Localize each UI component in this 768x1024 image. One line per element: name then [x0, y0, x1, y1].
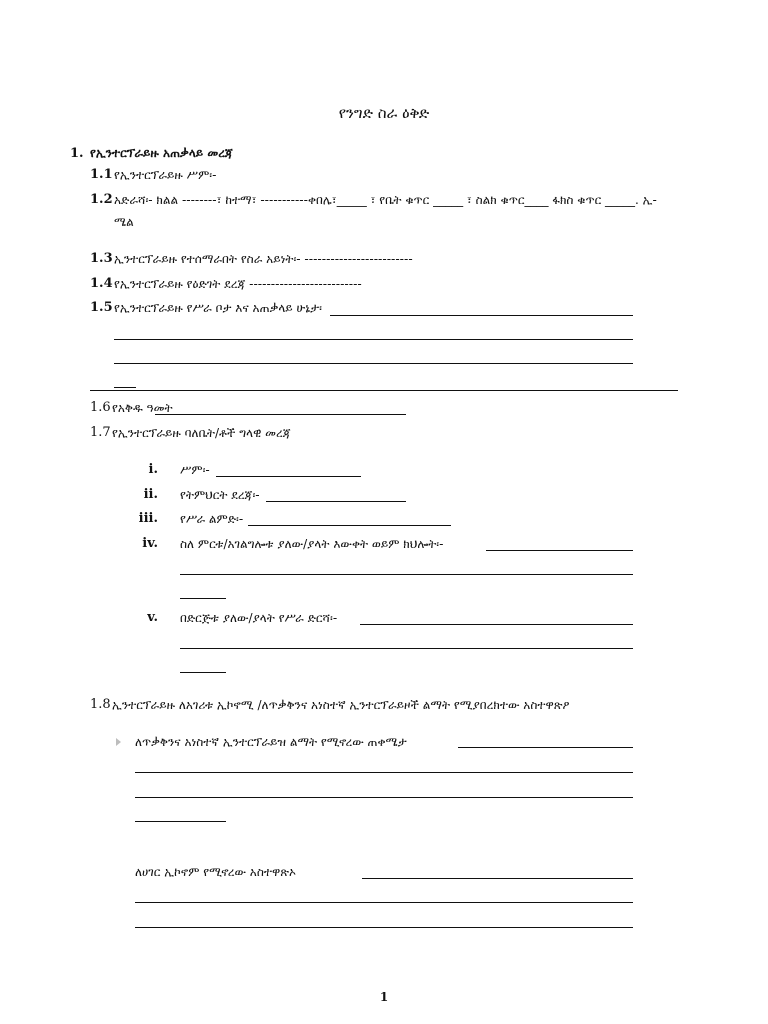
item-1-2-number: 1.2 [90, 192, 113, 207]
item-1-5-number: 1.5 [90, 300, 113, 315]
item-1-8-label: ኢንተርፕራይዙ ለአገሪቱ ኢኮኖሚ /ለጥቃቅንና አነስተኛ ኢንተርፕራይዞች ልማት የሚያበረክተው አስተዋጽዖ [112, 698, 570, 712]
personal-roman: i. [148, 462, 158, 477]
item-1-4-label: የኢንተርፕራይዙ የዕድገት ደረጃ -------------------------- [114, 277, 362, 291]
page-number: 1 [379, 990, 389, 1004]
item-1-1-label: የኢንተርፕራይዙ ሥም፡- [114, 168, 217, 182]
item-1-6-label: የአቅዱ ዓመት [112, 401, 173, 415]
item-1-5-label: የኢንተርፕራይዙ የሥራ ቦታ እና አጠቃላይ ሁኔታ፡ [114, 301, 322, 315]
personal-role-fill-line[interactable] [180, 648, 633, 649]
personal-roman: iv. [142, 536, 158, 551]
mse-benefit-fill-line[interactable] [458, 747, 633, 748]
personal-knowledge-fill-line[interactable] [486, 550, 633, 551]
personal-role-fill-line-short[interactable] [180, 672, 226, 673]
personal-name-label: ሥም፡- [180, 463, 210, 477]
item-1-5-fill-line-short[interactable] [114, 387, 136, 388]
personal-experience-fill-line[interactable] [248, 525, 451, 526]
mse-benefit-fill-line-short[interactable] [135, 821, 226, 822]
item-1-3-label: ኢንተርፕራይዙ የተሰማራበት የስራ አይነት፡- ------------------------- [114, 252, 413, 266]
item-1-4-number: 1.4 [90, 276, 113, 291]
section-divider [90, 390, 678, 391]
item-1-5-fill-line[interactable] [114, 363, 633, 364]
economy-contribution-label: ለሀገር ኢኮኖም የሚኖረው አስተዋጽኦ [135, 865, 297, 879]
personal-experience-label: የሥራ ልምድ፡- [180, 512, 244, 526]
item-1-1-number: 1.1 [90, 167, 113, 182]
item-1-6-fill-line[interactable] [155, 414, 406, 415]
item-1-2-address-line1: አድራሻ፡- ክልል --------፣ ከተማ፣ -----------ቀበሌ፣_____ ፣ የቤት ቁጥር _____ ፣ ስልክ ቁጥር____ ፋክስ ቁጥር _____. ኢ- [114, 193, 657, 207]
economy-contribution-fill-line[interactable] [362, 878, 633, 879]
mse-benefit-fill-line[interactable] [135, 797, 633, 798]
personal-knowledge-label: ስለ ምርቱ/አገልግሎቱ ያለው/ያላት እውቀት ወይም ክህሎት፡- [180, 537, 444, 551]
economy-contribution-fill-line[interactable] [135, 902, 633, 903]
personal-roman: ii. [143, 487, 158, 502]
personal-name-fill-line[interactable] [216, 476, 361, 477]
item-1-3-number: 1.3 [90, 251, 113, 266]
section-number: 1. [70, 146, 84, 161]
personal-education-fill-line[interactable] [266, 501, 406, 502]
personal-knowledge-fill-line[interactable] [180, 574, 633, 575]
personal-role-fill-line[interactable] [360, 624, 633, 625]
personal-knowledge-fill-line-short[interactable] [180, 598, 226, 599]
section-heading: የኢንተርፕራይዙ አጠቃላይ መረጃ [90, 146, 233, 160]
item-1-7-number: 1.7 [90, 425, 111, 440]
personal-role-label: በድርጅቱ ያለው/ያላት የሥራ ድርሻ፡- [180, 611, 338, 625]
personal-roman: v. [147, 610, 158, 625]
item-1-2-address-line2: ሜል [114, 215, 134, 229]
item-1-5-fill-line[interactable] [114, 339, 633, 340]
bullet-arrow-icon [116, 738, 121, 746]
mse-benefit-fill-line[interactable] [135, 772, 633, 773]
economy-contribution-fill-line[interactable] [135, 927, 633, 928]
personal-education-label: የትምህርት ደረጃ፡- [180, 488, 260, 502]
item-1-6-number: 1.6 [90, 400, 111, 415]
mse-benefit-label: ለጥቃቅንና አነስተኛ ኢንተርፕራይዝ ልማት የሚኖረው ጠቀሜታ [135, 735, 407, 749]
item-1-5-fill-line[interactable] [330, 315, 633, 316]
item-1-7-label: የኢንተርፕራይዙ ባለቤት/ቶች ግላዊ መረጃ [112, 426, 291, 440]
item-1-8-number: 1.8 [90, 697, 111, 712]
document-title: የንግድ ስራ ዕቅድ [338, 104, 430, 122]
personal-roman: iii. [138, 511, 158, 526]
